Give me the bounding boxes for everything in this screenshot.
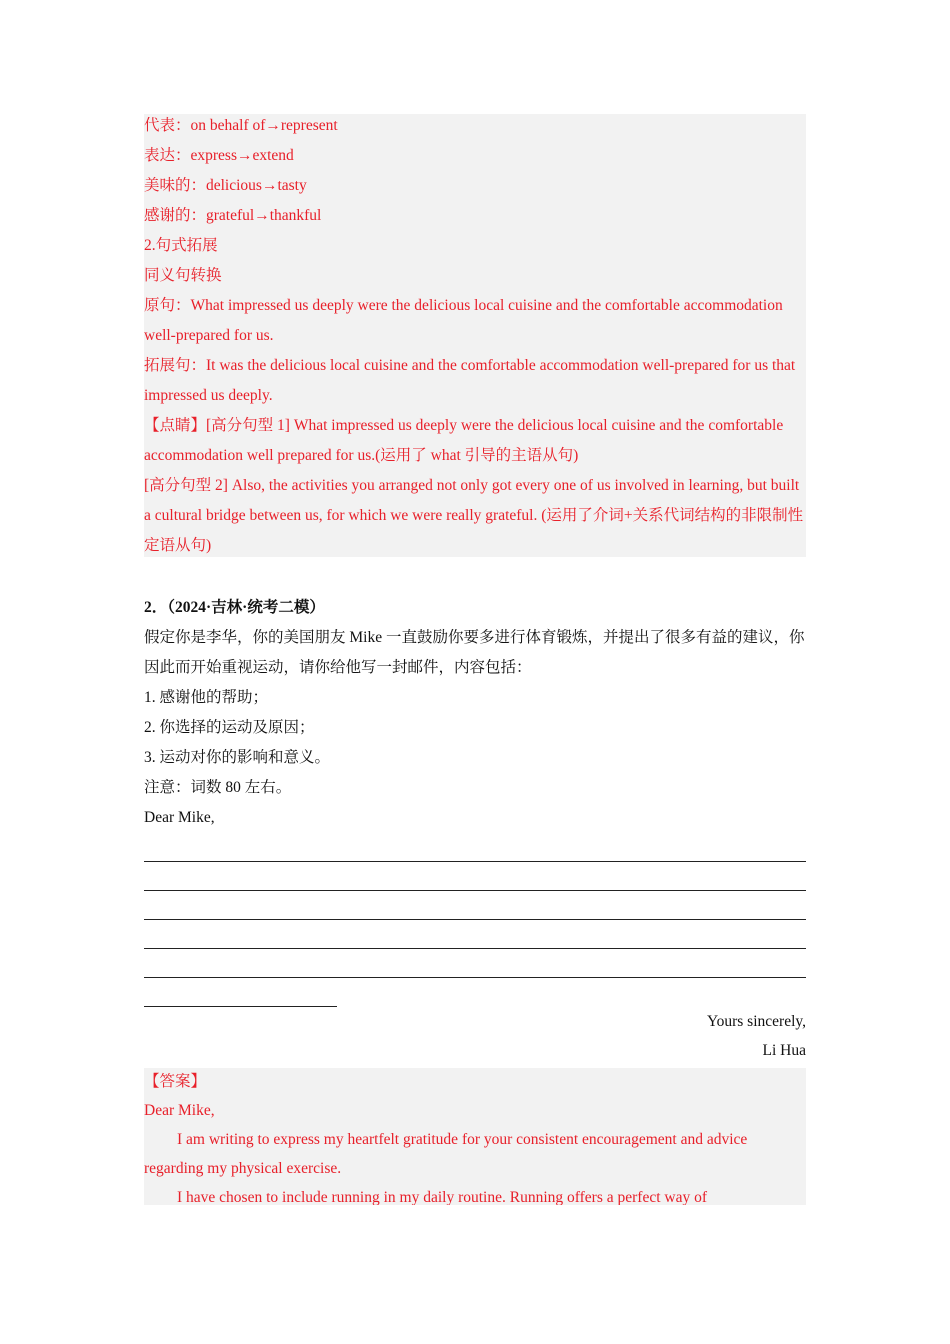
notes-block bbox=[144, 114, 806, 557]
vocab-line-4: 感谢的：grateful→thankful bbox=[144, 207, 322, 224]
question-block bbox=[144, 593, 806, 1065]
writing-line bbox=[144, 920, 806, 949]
question-prompt: 假定你是李华，你的美国朋友 Mike 一直鼓励你要多进行体育锻炼，并提出了很多有益的建议，你因此而开始重视运动，请你给他写一封邮件，内容包括： bbox=[144, 629, 805, 676]
letter-signature: Li Hua bbox=[762, 1042, 806, 1059]
sentence-heading: 2.句式拓展 bbox=[144, 237, 218, 254]
answer-paragraph-2: I have chosen to include running in my daily routine. Running offers a perfect way of bbox=[177, 1189, 708, 1205]
answer-salutation: Dear Mike, bbox=[144, 1102, 215, 1119]
vocab-line-2: 表达：express→extend bbox=[144, 147, 294, 164]
writing-line-short bbox=[144, 978, 337, 1007]
expanded-sentence: 拓展句：It was the delicious local cuisine and the comfortable accommodation well-prepared for us that impressed us deeply. bbox=[144, 357, 796, 404]
question-point-1: 1. 感谢他的帮助； bbox=[144, 689, 269, 706]
writing-line bbox=[144, 862, 806, 891]
highlight-pattern-1: 【点睛】[高分句型 1] What impressed us deeply were the delicious local cuisine and the comfortable accommodation well prepared for us.(运用了 what 引导的主语从句) bbox=[144, 417, 784, 464]
original-sentence: 原句：What impressed us deeply were the delicious local cuisine and the comfortable accommodation well-prepared for us. bbox=[144, 297, 783, 344]
writing-line bbox=[144, 949, 806, 978]
word-count-note: 注意：词数 80 左右。 bbox=[144, 779, 292, 796]
answer-label: 【答案】 bbox=[144, 1073, 207, 1090]
writing-line bbox=[144, 833, 806, 862]
sentence-subheading: 同义句转换 bbox=[144, 267, 222, 284]
answer-block bbox=[144, 1068, 806, 1205]
question-point-2: 2. 你选择的运动及原因； bbox=[144, 719, 315, 736]
vocab-line-1: 代表：on behalf of→represent bbox=[144, 117, 338, 134]
writing-line bbox=[144, 891, 806, 920]
question-heading: 2．（2024·吉林·统考二模） bbox=[144, 599, 325, 616]
highlight-pattern-2: [高分句型 2] Also, the activities you arranged not only got every one of us involved in learning, but built a cultural bridge between us, for which we were really grateful. (运用了介词+关系代词结构的非限制性定语从句) bbox=[144, 477, 804, 554]
vocab-line-3: 美味的：delicious→tasty bbox=[144, 177, 307, 194]
letter-closing: Yours sincerely, bbox=[706, 1013, 806, 1030]
letter-salutation: Dear Mike, bbox=[144, 809, 215, 826]
question-point-3: 3. 运动对你的影响和意义。 bbox=[144, 749, 331, 766]
answer-paragraph-1: I am writing to express my heartfelt gratitude for your consistent encouragement and advice regarding my physical exercise. bbox=[144, 1131, 748, 1177]
